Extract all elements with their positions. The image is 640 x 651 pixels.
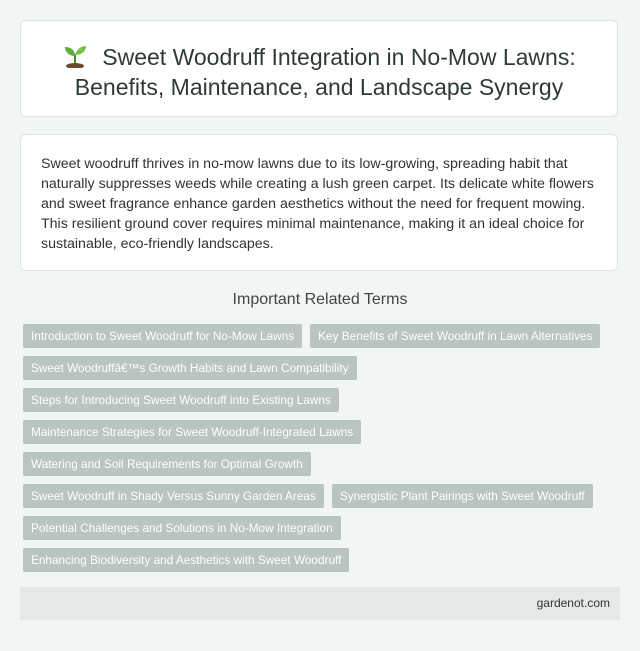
description-text: Sweet woodruff thrives in no-mow lawns due to its low-growing, spreading habit that naturally suppresses weeds while creating a lush green carpet. Its delicate white flowers and sweet fragrance enhance garden aesthetics without the need for frequent mowing. This resilient ground cover requires minimal maintenance, making it an ideal choice for sustainable, eco-friendly landscapes.	[41, 156, 594, 252]
footer	[20, 587, 620, 620]
term-tag[interactable]: Potential Challenges and Solutions in No-Mow Integration	[23, 516, 341, 540]
term-tag[interactable]: Watering and Soil Requirements for Optimal Growth	[23, 452, 311, 476]
term-tag[interactable]: Sweet Woodruff in Shady Versus Sunny Garden Areas	[23, 484, 324, 508]
title-card	[20, 20, 618, 117]
related-terms-heading: Important Related Terms	[232, 291, 408, 308]
description-card	[20, 134, 618, 271]
footer-site-link[interactable]: gardenot.com	[536, 596, 610, 610]
term-tag[interactable]: Steps for Introducing Sweet Woodruff into Existing Lawns	[23, 388, 339, 412]
term-tag[interactable]: Introduction to Sweet Woodruff for No-Mow Lawns	[23, 324, 302, 348]
title-line-2: Benefits, Maintenance, and Landscape Synergy	[74, 74, 564, 100]
title-line-1: Sweet Woodruff Integration in No-Mow Lawns:	[102, 44, 576, 70]
term-tag[interactable]: Enhancing Biodiversity and Aesthetics with Sweet Woodruff	[23, 548, 349, 572]
term-tag[interactable]: Synergistic Plant Pairings with Sweet Woodruff	[332, 484, 593, 508]
term-tag[interactable]: Maintenance Strategies for Sweet Woodruff-Integrated Lawns	[23, 420, 361, 444]
term-tag[interactable]: Key Benefits of Sweet Woodruff in Lawn Alternatives	[310, 324, 600, 348]
term-tag[interactable]: Sweet Woodruffâ€™s Growth Habits and Lawn Compatibility	[23, 356, 357, 380]
related-terms-list	[23, 324, 623, 580]
seedling-icon	[62, 44, 88, 68]
page-title	[21, 42, 617, 102]
